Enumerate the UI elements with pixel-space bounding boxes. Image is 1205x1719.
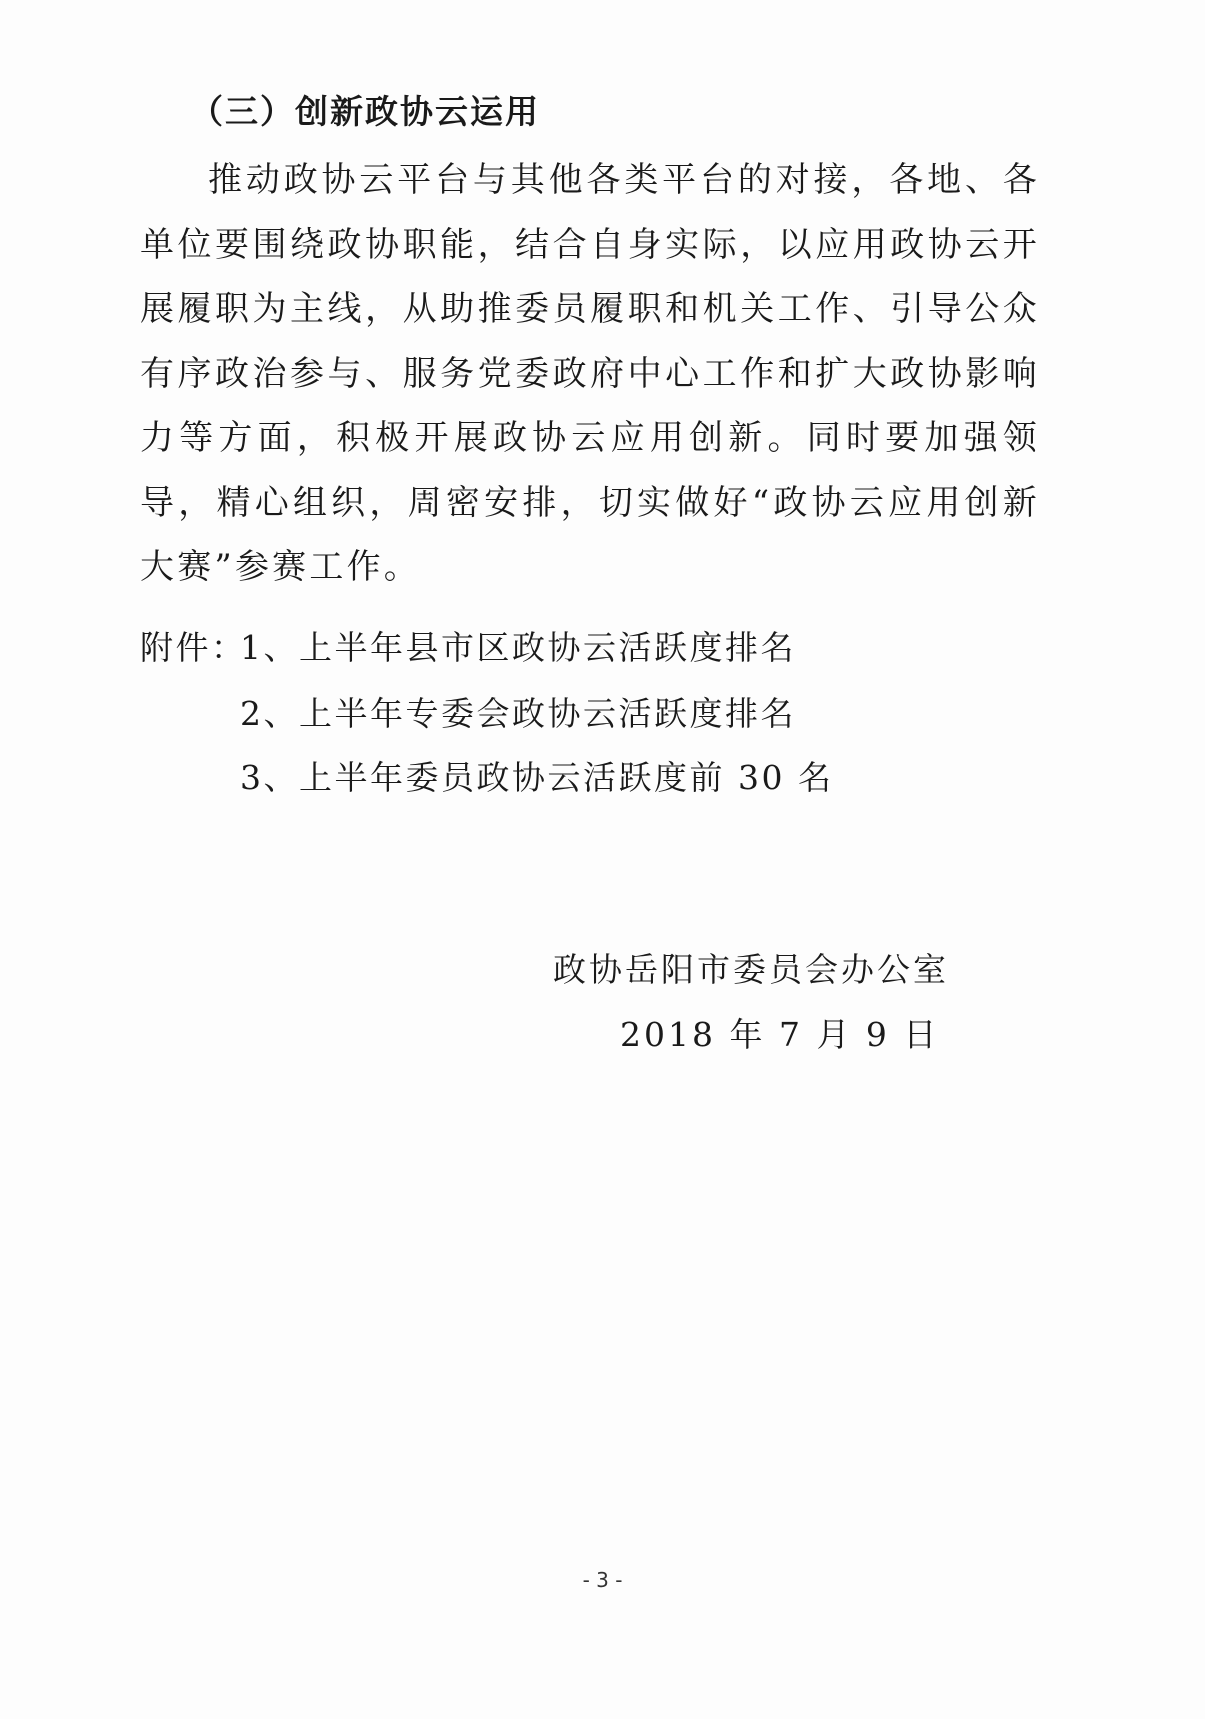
issue-date: 2018 年 7 月 9 日 bbox=[620, 1015, 940, 1054]
issuing-organization: 政协岳阳市委员会办公室 bbox=[553, 950, 949, 989]
attachment-item: 2、上半年专委会政协云活跃度排名 bbox=[240, 694, 796, 733]
attachment-item: 3、上半年委员政协云活跃度前 30 名 bbox=[240, 758, 834, 797]
body-paragraph: 推动政协云平台与其他各类平台的对接，各地、各单位要围绕政协职能，结合自身实际，以应用政协云开展履职为主线，从助推委员履职和机关工作、引导公众有序政治参与、服务党委政府中心工作和扩大政协影响力等方面，积极开展政协云应用创新。同时要加强领导，精心组织，周密安排，切实做好“政协云应用创新大赛”参赛工作。 bbox=[140, 160, 1040, 587]
attachments-label: 附件： bbox=[140, 628, 247, 667]
page-number: - 3 - bbox=[582, 1568, 623, 1592]
attachment-item: 1、上半年县市区政协云活跃度排名 bbox=[240, 628, 796, 667]
section-heading: （三）创新政协云运用 bbox=[190, 92, 540, 131]
